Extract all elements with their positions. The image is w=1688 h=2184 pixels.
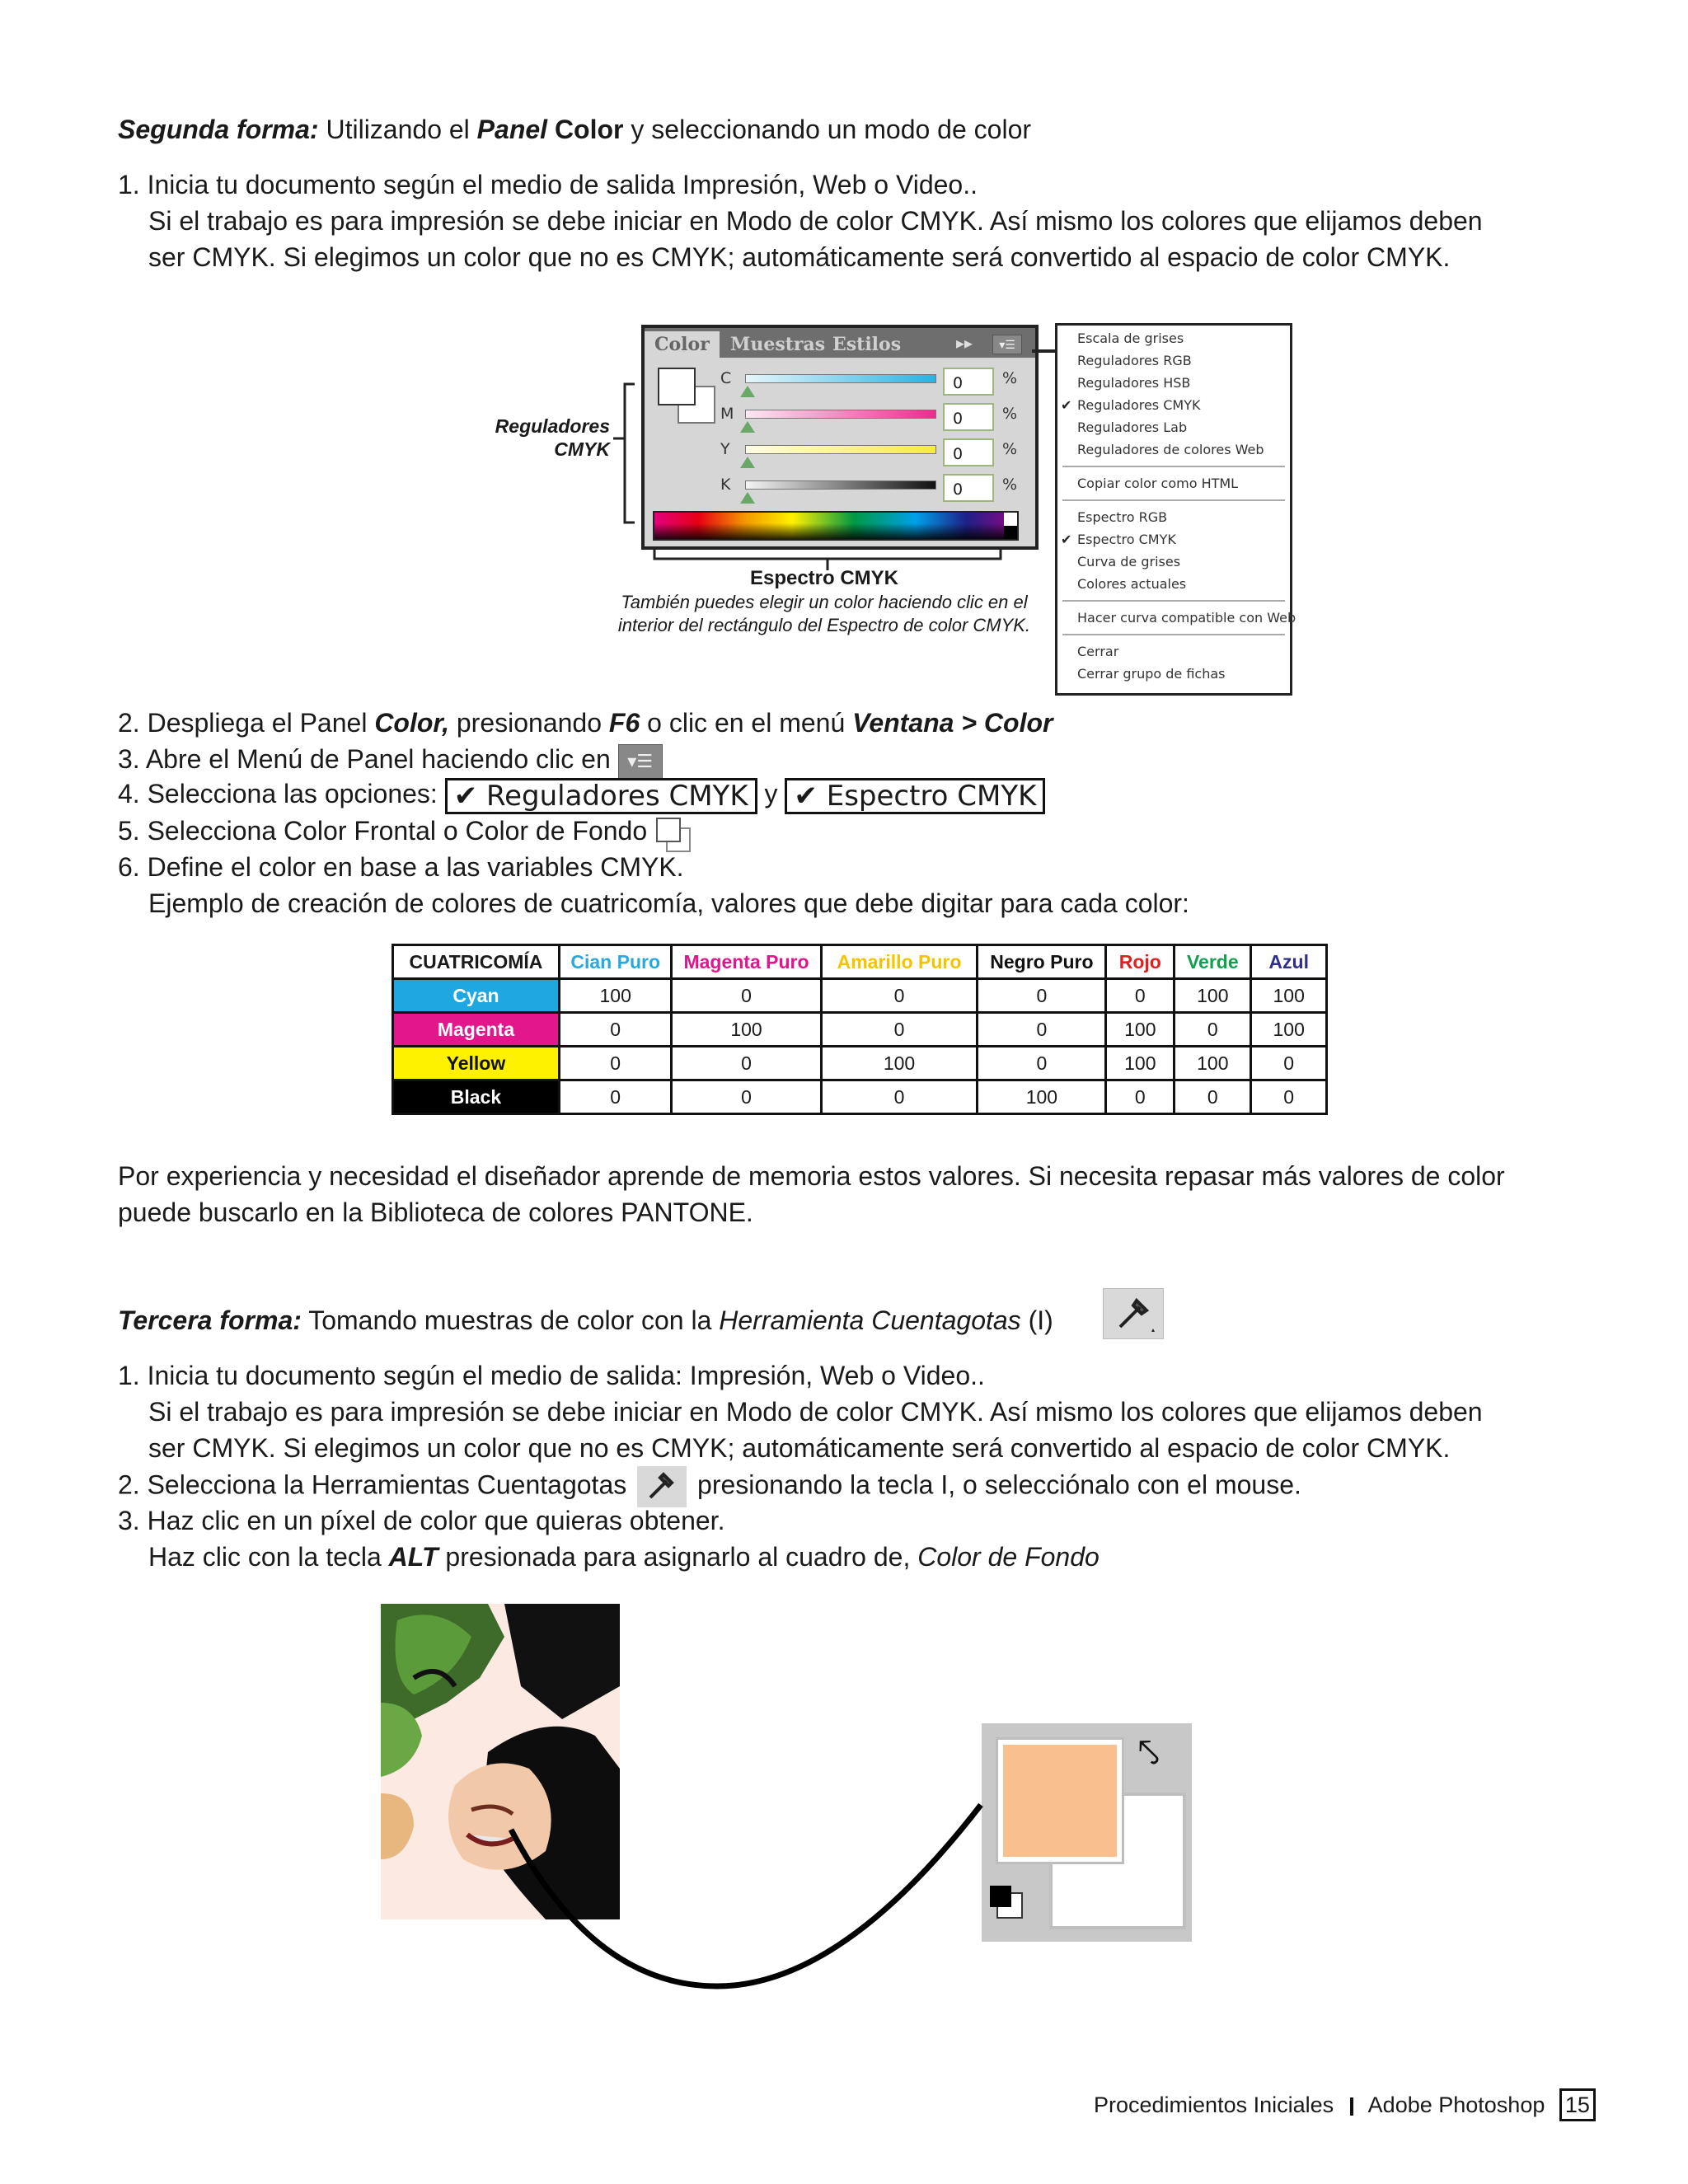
check-icon: ✔ <box>1061 399 1072 413</box>
menu-item-colores-actuales[interactable]: Colores actuales <box>1077 576 1187 592</box>
table-header-cell: Cian Puro <box>559 945 672 979</box>
step-3-text: 3. Abre el Menú de Panel haciendo clic en <box>118 744 611 774</box>
menu-item-espectro-cmyk[interactable]: Espectro CMYK <box>1077 532 1176 547</box>
table-cell: 0 <box>1251 1080 1327 1114</box>
footer-section: Procedimientos Iniciales <box>1094 2093 1334 2117</box>
tab-muestras[interactable]: Muestras <box>730 334 826 355</box>
slider-thumb-m[interactable] <box>740 421 755 433</box>
step-2 <box>118 705 1053 741</box>
menu-item-reguladores-cmyk[interactable]: Reguladores CMYK <box>1077 397 1201 413</box>
menu-item-cerrar[interactable]: Cerrar <box>1077 644 1119 659</box>
tab-color[interactable]: Color <box>645 331 720 358</box>
section3-step2-b: presionando la tecla I, o selecciónalo con el mouse. <box>697 1469 1301 1500</box>
page-number: 15 <box>1559 2088 1596 2121</box>
section3-heading-bold: Tercera forma: <box>118 1305 302 1335</box>
table-header-cell: Verde <box>1175 945 1251 979</box>
table-cell: 0 <box>821 979 978 1013</box>
foreground-color-swatch[interactable] <box>658 368 696 405</box>
eyedropper-icon[interactable] <box>637 1466 687 1507</box>
section2-heading-text1: Utilizando el <box>318 115 477 144</box>
tab-estilos[interactable]: Estilos <box>832 334 902 355</box>
table-cell: 100 <box>1175 979 1251 1013</box>
slider-thumb-k[interactable] <box>740 492 755 504</box>
espectro-title: Espectro CMYK <box>749 567 899 589</box>
section3-step1: 1. Inicia tu documento según el medio de salida: Impresión, Web o Video.. <box>118 1361 985 1390</box>
table-cell: 100 <box>1251 1013 1327 1047</box>
table-cell: 0 <box>559 1013 672 1047</box>
footer-divider <box>1350 2097 1353 2116</box>
section2-heading-bold: Segunda forma: <box>118 115 319 144</box>
check-icon: ✔ <box>794 779 818 813</box>
espectro-caption <box>602 566 1047 637</box>
step-2-d: F6 <box>608 708 640 738</box>
table-row <box>393 1080 1327 1114</box>
reguladores-label-2: CMYK <box>554 438 610 460</box>
table-header-cell: Amarillo Puro <box>821 945 978 979</box>
table-header-cell: Magenta Puro <box>672 945 821 979</box>
section3-heading-tool: Herramienta Cuentagotas <box>719 1305 1021 1335</box>
value-input-y[interactable]: 0 <box>943 438 994 466</box>
eyedropper-icon-svg <box>637 1466 687 1507</box>
table-header-cell: CUATRICOMÍA <box>393 945 560 979</box>
section3-step3-alt: ALT <box>388 1542 438 1572</box>
table-header-cell: Negro Puro <box>978 945 1106 979</box>
step-4-text: 4. Selecciona las opciones: <box>118 779 438 808</box>
table-row <box>393 1013 1327 1047</box>
section2-heading-text2: y seleccionando un modo de color <box>623 115 1032 144</box>
check-icon: ✔ <box>453 779 478 813</box>
reguladores-label-1: Reguladores <box>495 415 610 437</box>
option-reguladores-cmyk-label: Reguladores CMYK <box>486 779 748 813</box>
unit-k: % <box>1002 476 1018 494</box>
panel-menu <box>1055 323 1296 696</box>
slider-thumb-c[interactable] <box>740 386 755 397</box>
option-reguladores-cmyk <box>445 778 757 814</box>
section3-step3-a: Haz clic con la tecla <box>148 1542 389 1572</box>
section3-step1-line3: ser CMYK. Si elegimos un color que no es CMYK; automáticamente será convertido al espacio de color CMYK. <box>148 1433 1451 1463</box>
slider-bar-y[interactable] <box>745 445 936 454</box>
menu-item-espectro-rgb[interactable]: Espectro RGB <box>1077 509 1168 525</box>
step-5-text: 5. Selecciona Color Frontal o Color de Fondo <box>118 816 648 846</box>
table-cell: 0 <box>1106 1080 1175 1114</box>
section2-heading-color: Color <box>547 115 624 144</box>
menu-separator <box>1062 600 1285 602</box>
panel-menu-icon[interactable]: ▾☰ <box>618 744 663 779</box>
section3-heading <box>118 1302 1053 1338</box>
step-2-e: o clic en el menú <box>640 708 853 738</box>
footer-book: Adobe Photoshop <box>1367 2093 1545 2117</box>
footer <box>1094 2088 1596 2121</box>
table-cell: 0 <box>821 1013 978 1047</box>
value-input-k[interactable]: 0 <box>943 474 994 502</box>
color-panel <box>641 325 1039 550</box>
fg-bg-swatch-icon <box>654 816 692 851</box>
menu-item-reguladores-web[interactable]: Reguladores de colores Web <box>1077 442 1264 457</box>
step-2-b: Color, <box>374 708 449 738</box>
table-cell: 0 <box>978 979 1106 1013</box>
value-input-c[interactable]: 0 <box>943 368 994 396</box>
double-chevron-icon[interactable]: ▸▸ <box>956 335 973 353</box>
section3-heading-text1: Tomando muestras de color con la <box>301 1305 720 1335</box>
menu-item-escala-grises[interactable]: Escala de grises <box>1077 330 1184 346</box>
table-cell: 0 <box>559 1080 672 1114</box>
table-cell: 100 <box>1106 1047 1175 1080</box>
table-cell: 0 <box>1251 1047 1327 1080</box>
step-4 <box>118 776 1045 814</box>
step-2-c: presionando <box>448 708 609 738</box>
table-cell: 0 <box>978 1013 1106 1047</box>
section3-step2-a: 2. Selecciona la Herramientas Cuentagotas <box>118 1469 627 1500</box>
table-cell: 0 <box>672 1047 821 1080</box>
slider-bar-c[interactable] <box>745 374 936 383</box>
reguladores-label <box>462 415 610 461</box>
experience-line2: puede buscarlo en la Biblioteca de colores PANTONE. <box>118 1197 753 1227</box>
experience-line1: Por experiencia y necesidad el diseñador aprende de memoria estos valores. Si necesita repasar más valores de color <box>118 1161 1505 1191</box>
table-cell: 0 <box>559 1047 672 1080</box>
slider-bar-m[interactable] <box>745 410 936 419</box>
section3-step3-b: presionada para asignarlo al cuadro de, <box>438 1542 918 1572</box>
option-espectro-cmyk <box>785 778 1045 814</box>
cmyk-spectrum[interactable] <box>653 511 1019 541</box>
color-panel-tabbar <box>645 328 1035 358</box>
menu-item-cerrar-grupo[interactable]: Cerrar grupo de fichas <box>1077 666 1226 682</box>
menu-item-reguladores-lab[interactable]: Reguladores Lab <box>1077 419 1188 435</box>
table-cell: 0 <box>978 1047 1106 1080</box>
table-row-label: Cyan <box>393 979 560 1013</box>
slider-label-m: M <box>720 405 734 423</box>
eyedropper-icon-svg <box>1104 1289 1163 1338</box>
table-header-cell: Rojo <box>1106 945 1175 979</box>
menu-separator <box>1062 466 1285 467</box>
value-input-m[interactable]: 0 <box>943 403 994 431</box>
table-cell: 0 <box>672 1080 821 1114</box>
panel-menu-icon[interactable]: ▾☰ <box>992 335 1022 354</box>
section3-step2 <box>118 1466 1301 1507</box>
curved-arrow <box>495 1788 1022 2003</box>
unit-m: % <box>1002 405 1018 423</box>
reguladores-bracket <box>610 381 643 529</box>
slider-thumb-y[interactable] <box>740 457 755 468</box>
option-espectro-cmyk-label: Espectro CMYK <box>826 779 1037 813</box>
section2-step1-line2: Si el trabajo es para impresión se debe iniciar en Modo de color CMYK. Así mismo los colores que elijamos deben <box>148 206 1483 236</box>
menu-item-reguladores-rgb[interactable]: Reguladores RGB <box>1077 353 1192 368</box>
unit-y: % <box>1002 440 1018 458</box>
table-row-label: Black <box>393 1080 560 1114</box>
section3-step3: 3. Haz clic en un píxel de color que quieras obtener. <box>118 1506 725 1535</box>
table-header-cell: Azul <box>1251 945 1327 979</box>
panel-menu-connector <box>1032 349 1055 353</box>
table-cell: 0 <box>672 979 821 1013</box>
step-5 <box>118 813 692 851</box>
menu-item-curva-web[interactable]: Hacer curva compatible con Web <box>1077 610 1296 626</box>
table-cell: 100 <box>821 1047 978 1080</box>
espectro-note-1: También puedes elegir un color haciendo clic en el <box>621 592 1028 612</box>
table-cell: 100 <box>672 1013 821 1047</box>
slider-label-y: Y <box>720 440 730 458</box>
table-cell: 100 <box>1106 1013 1175 1047</box>
unit-c: % <box>1002 369 1018 387</box>
slider-label-k: K <box>720 476 731 494</box>
table-header-row <box>393 945 1327 979</box>
section3-step1-line2: Si el trabajo es para impresión se debe iniciar en Modo de color CMYK. Así mismo los colores que elijamos deben <box>148 1397 1483 1427</box>
menu-separator <box>1062 499 1285 501</box>
section3-heading-text2: (I) <box>1020 1305 1053 1335</box>
table-cell: 0 <box>1106 979 1175 1013</box>
menu-item-curva-grises[interactable]: Curva de grises <box>1077 554 1181 569</box>
table-cell: 100 <box>1251 979 1327 1013</box>
section3-step3-line2 <box>118 1539 1100 1575</box>
eyedropper-icon[interactable] <box>1103 1288 1164 1339</box>
slider-bar-k[interactable] <box>745 480 936 490</box>
table-cell: 100 <box>559 979 672 1013</box>
swap-colors-icon[interactable]: ⤣ <box>1138 1730 1160 1774</box>
table-cell: 0 <box>1175 1080 1251 1114</box>
step-4-y: y <box>764 779 778 808</box>
menu-item-copiar-html[interactable]: Copiar color como HTML <box>1077 476 1239 491</box>
espectro-note-2: interior del rectángulo del Espectro de color CMYK. <box>617 615 1031 635</box>
table-cell: 100 <box>978 1080 1106 1114</box>
section2-heading-panel: Panel <box>476 115 548 144</box>
section3-step3-c: Color de Fondo <box>917 1542 1100 1572</box>
section2-heading <box>118 111 1031 148</box>
step-3 <box>118 741 663 779</box>
cmyk-table <box>392 944 1328 1115</box>
table-row <box>393 979 1327 1013</box>
slider-label-c: C <box>720 369 732 387</box>
table-cell: 0 <box>821 1080 978 1114</box>
table-cell: 0 <box>1175 1013 1251 1047</box>
menu-item-reguladores-hsb[interactable]: Reguladores HSB <box>1077 375 1191 391</box>
table-row-label: Yellow <box>393 1047 560 1080</box>
check-icon: ✔ <box>1061 533 1072 547</box>
table-cell: 100 <box>1175 1047 1251 1080</box>
section2-step1: 1. Inicia tu documento según el medio de salida Impresión, Web o Video.. <box>118 170 978 199</box>
section2-step1-line3: ser CMYK. Si elegimos un color que no es CMYK; automáticamente será convertido al espacio de color CMYK. <box>148 242 1451 272</box>
menu-separator <box>1062 634 1285 635</box>
step-6-line2: Ejemplo de creación de colores de cuatricomía, valores que debe digitar para cada color: <box>148 888 1189 918</box>
step-2-a: 2. Despliega el Panel <box>118 708 375 738</box>
step-2-f: Ventana > Color <box>852 708 1053 738</box>
table-row-label: Magenta <box>393 1013 560 1047</box>
step-6: 6. Define el color en base a las variables CMYK. <box>118 852 684 882</box>
table-row <box>393 1047 1327 1080</box>
